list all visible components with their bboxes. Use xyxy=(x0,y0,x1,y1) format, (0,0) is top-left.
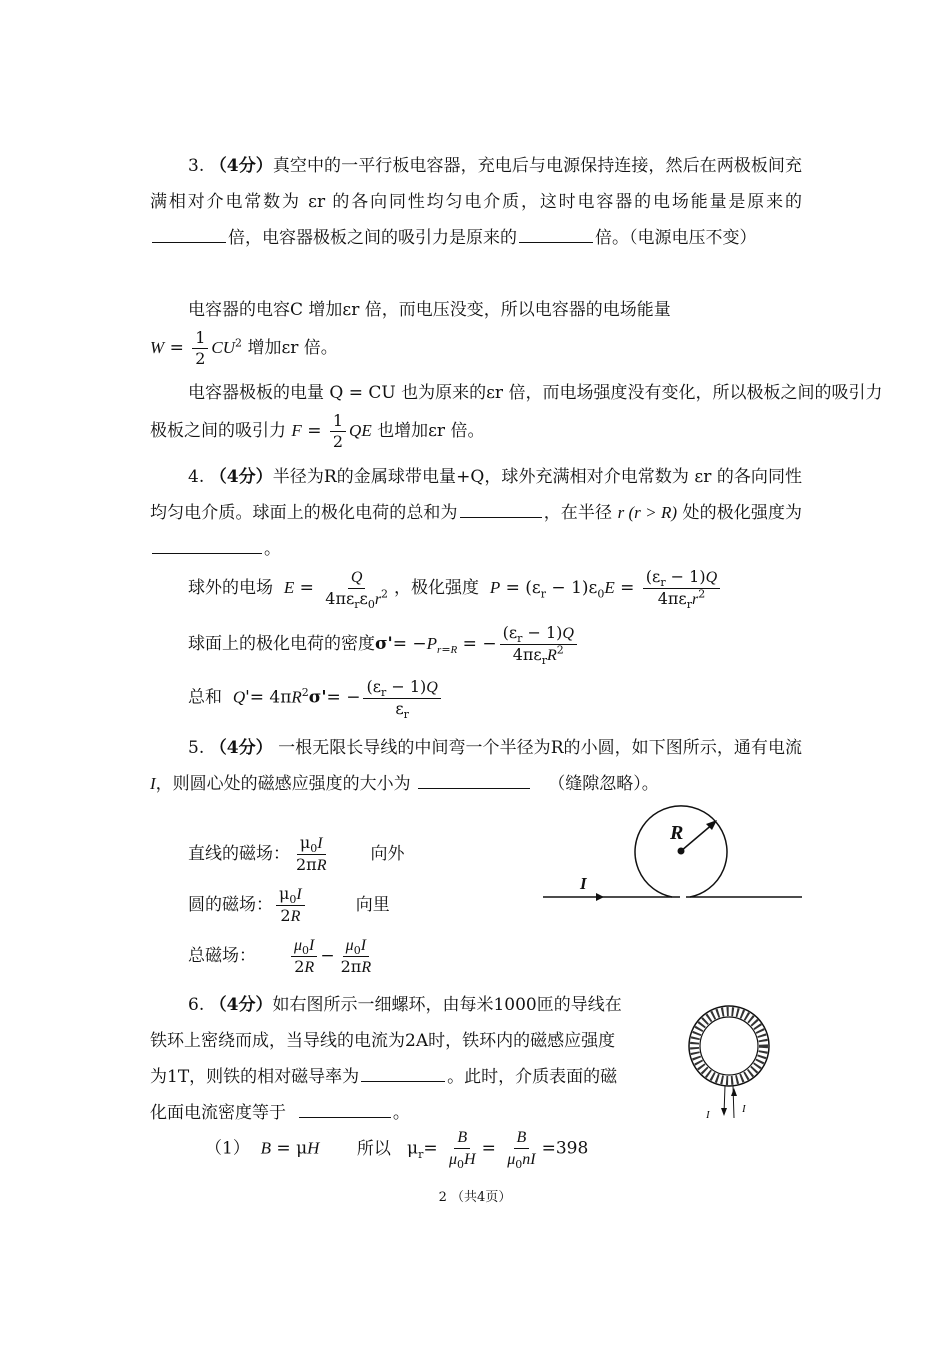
q3-answer-2b: 极板之间的吸引力 F = $\frac{1}{2}$ QE 也增加εr 倍。 xyxy=(150,411,485,451)
lead-arrow-out xyxy=(731,1088,737,1096)
q6-answer: （1） B = μH 所以 $\mu_r=$ $\frac{B}{\mu_0H}$ = $\frac{B}{\mu_0nI}$ =398 xyxy=(205,1129,589,1172)
q3-answer-1a: 电容器的电容C 增加εr 倍，而电压没变，所以电容器的电场能量 xyxy=(188,300,671,320)
toroid-outer xyxy=(689,1006,769,1086)
q4-answer-3: 总和 $Q'= 4\pi R^2\sigma'=$ − $\frac{(\varepsilon_r - 1)Q}{\varepsilon_r}$ xyxy=(188,677,444,719)
current-label: I xyxy=(580,874,587,893)
toroid-current-label-2: I xyxy=(742,1103,746,1115)
q6-blank-2[interactable] xyxy=(299,1097,391,1118)
wire-loop-diagram xyxy=(540,805,805,905)
q4-answer-2: 球面上的极化电荷的密度$\sigma'= -P_{r=R}$ = − $\frac{(\varepsilon_r - 1)Q}{4\pi\varepsilon_rR^2}$ xyxy=(188,623,580,666)
toroid-current-label-1: I xyxy=(706,1109,710,1121)
q6-line-3: 为1T，则铁的相对磁导率为 。此时，介质表面的磁 xyxy=(150,1060,617,1094)
q6-blank-1[interactable] xyxy=(361,1061,445,1082)
q5-question: 5. （4分） 一根无限长导线的中间弯一个半径为R的小圆，如下图所示，通有电流 I，则圆心处的磁感应强度的大小为 （缝隙忽略）。 xyxy=(150,738,803,794)
q5-total-field: 总磁场： $\frac{\mu_0I}{2R}$ − $\frac{\mu_0I}{2\pi R}$ xyxy=(188,937,372,976)
q3-answer-2a: 电容器极板的电量 Q = CU 也为原来的εr 倍，而电场强度没有变化，所以极板之间的吸引力 xyxy=(188,383,883,403)
q4-question: 4. （4分）半径为R的金属球带电量+Q，球外充满相对介电常数为 εr 的各向同性均匀电介质。球面上的极化电荷的总和为 ，在半径 r (r > R) 处的极化强度为。 xyxy=(150,467,803,559)
q4-blank-2[interactable] xyxy=(152,533,262,554)
current-arrow xyxy=(596,893,604,901)
toroid-winding xyxy=(695,1012,764,1081)
q5-blank[interactable] xyxy=(418,768,530,789)
radius-label: R xyxy=(670,822,684,844)
lead-arrow-in xyxy=(721,1108,727,1116)
q6-line-4: 化面电流密度等于 。 xyxy=(150,1096,410,1130)
q4-answer-1: 球外的电场 E = $\frac{Q}{4\pi\varepsilon_r\varepsilon_0r^2}$ ，极化强度 $P = (\varepsilon_r - 1)\varepsilon_0E$ = $\frac{(\varepsilon_r - 1)Q}{4\pi\varepsilon_rr^2}$ xyxy=(188,567,723,610)
toroid-coil-diagram xyxy=(680,1000,780,1128)
q3-blank-2[interactable] xyxy=(519,222,593,243)
q3-answer-1b: W = $\frac{1}{2}$ $CU^2$ 增加εr 倍。 xyxy=(150,328,338,368)
q4-blank-1[interactable] xyxy=(460,497,542,518)
q6-line-1: 6. （4分）如右图所示一细螺环，由每米1000匝的导线在 xyxy=(188,995,622,1015)
q3-question: 3. （4分）真空中的一平行板电容器，充电后与电源保持连接，然后在两极板间充满相对介电常数为 εr 的各向同性均匀电介质，这时电容器的电场能量是原来的倍，电容器极板之间的吸引力是原来的 倍。（电源电压不变） xyxy=(150,156,803,248)
q5-circle-field: 圆的磁场： $\frac{\mu_0I}{2R}$ 向里 xyxy=(188,884,390,925)
q5-straight-field: 直线的磁场： $\frac{\mu_0I}{2\pi R}$ 向外 xyxy=(188,833,405,874)
toroid-inner xyxy=(700,1017,758,1075)
q3-blank-1[interactable] xyxy=(152,222,226,243)
page-footer: 2 （共4页） xyxy=(438,1190,512,1205)
q6-line-2: 铁环上密绕而成，当导线的电流为2A时，铁环内的磁感应强度 xyxy=(150,1031,616,1051)
radius-line xyxy=(681,823,714,851)
